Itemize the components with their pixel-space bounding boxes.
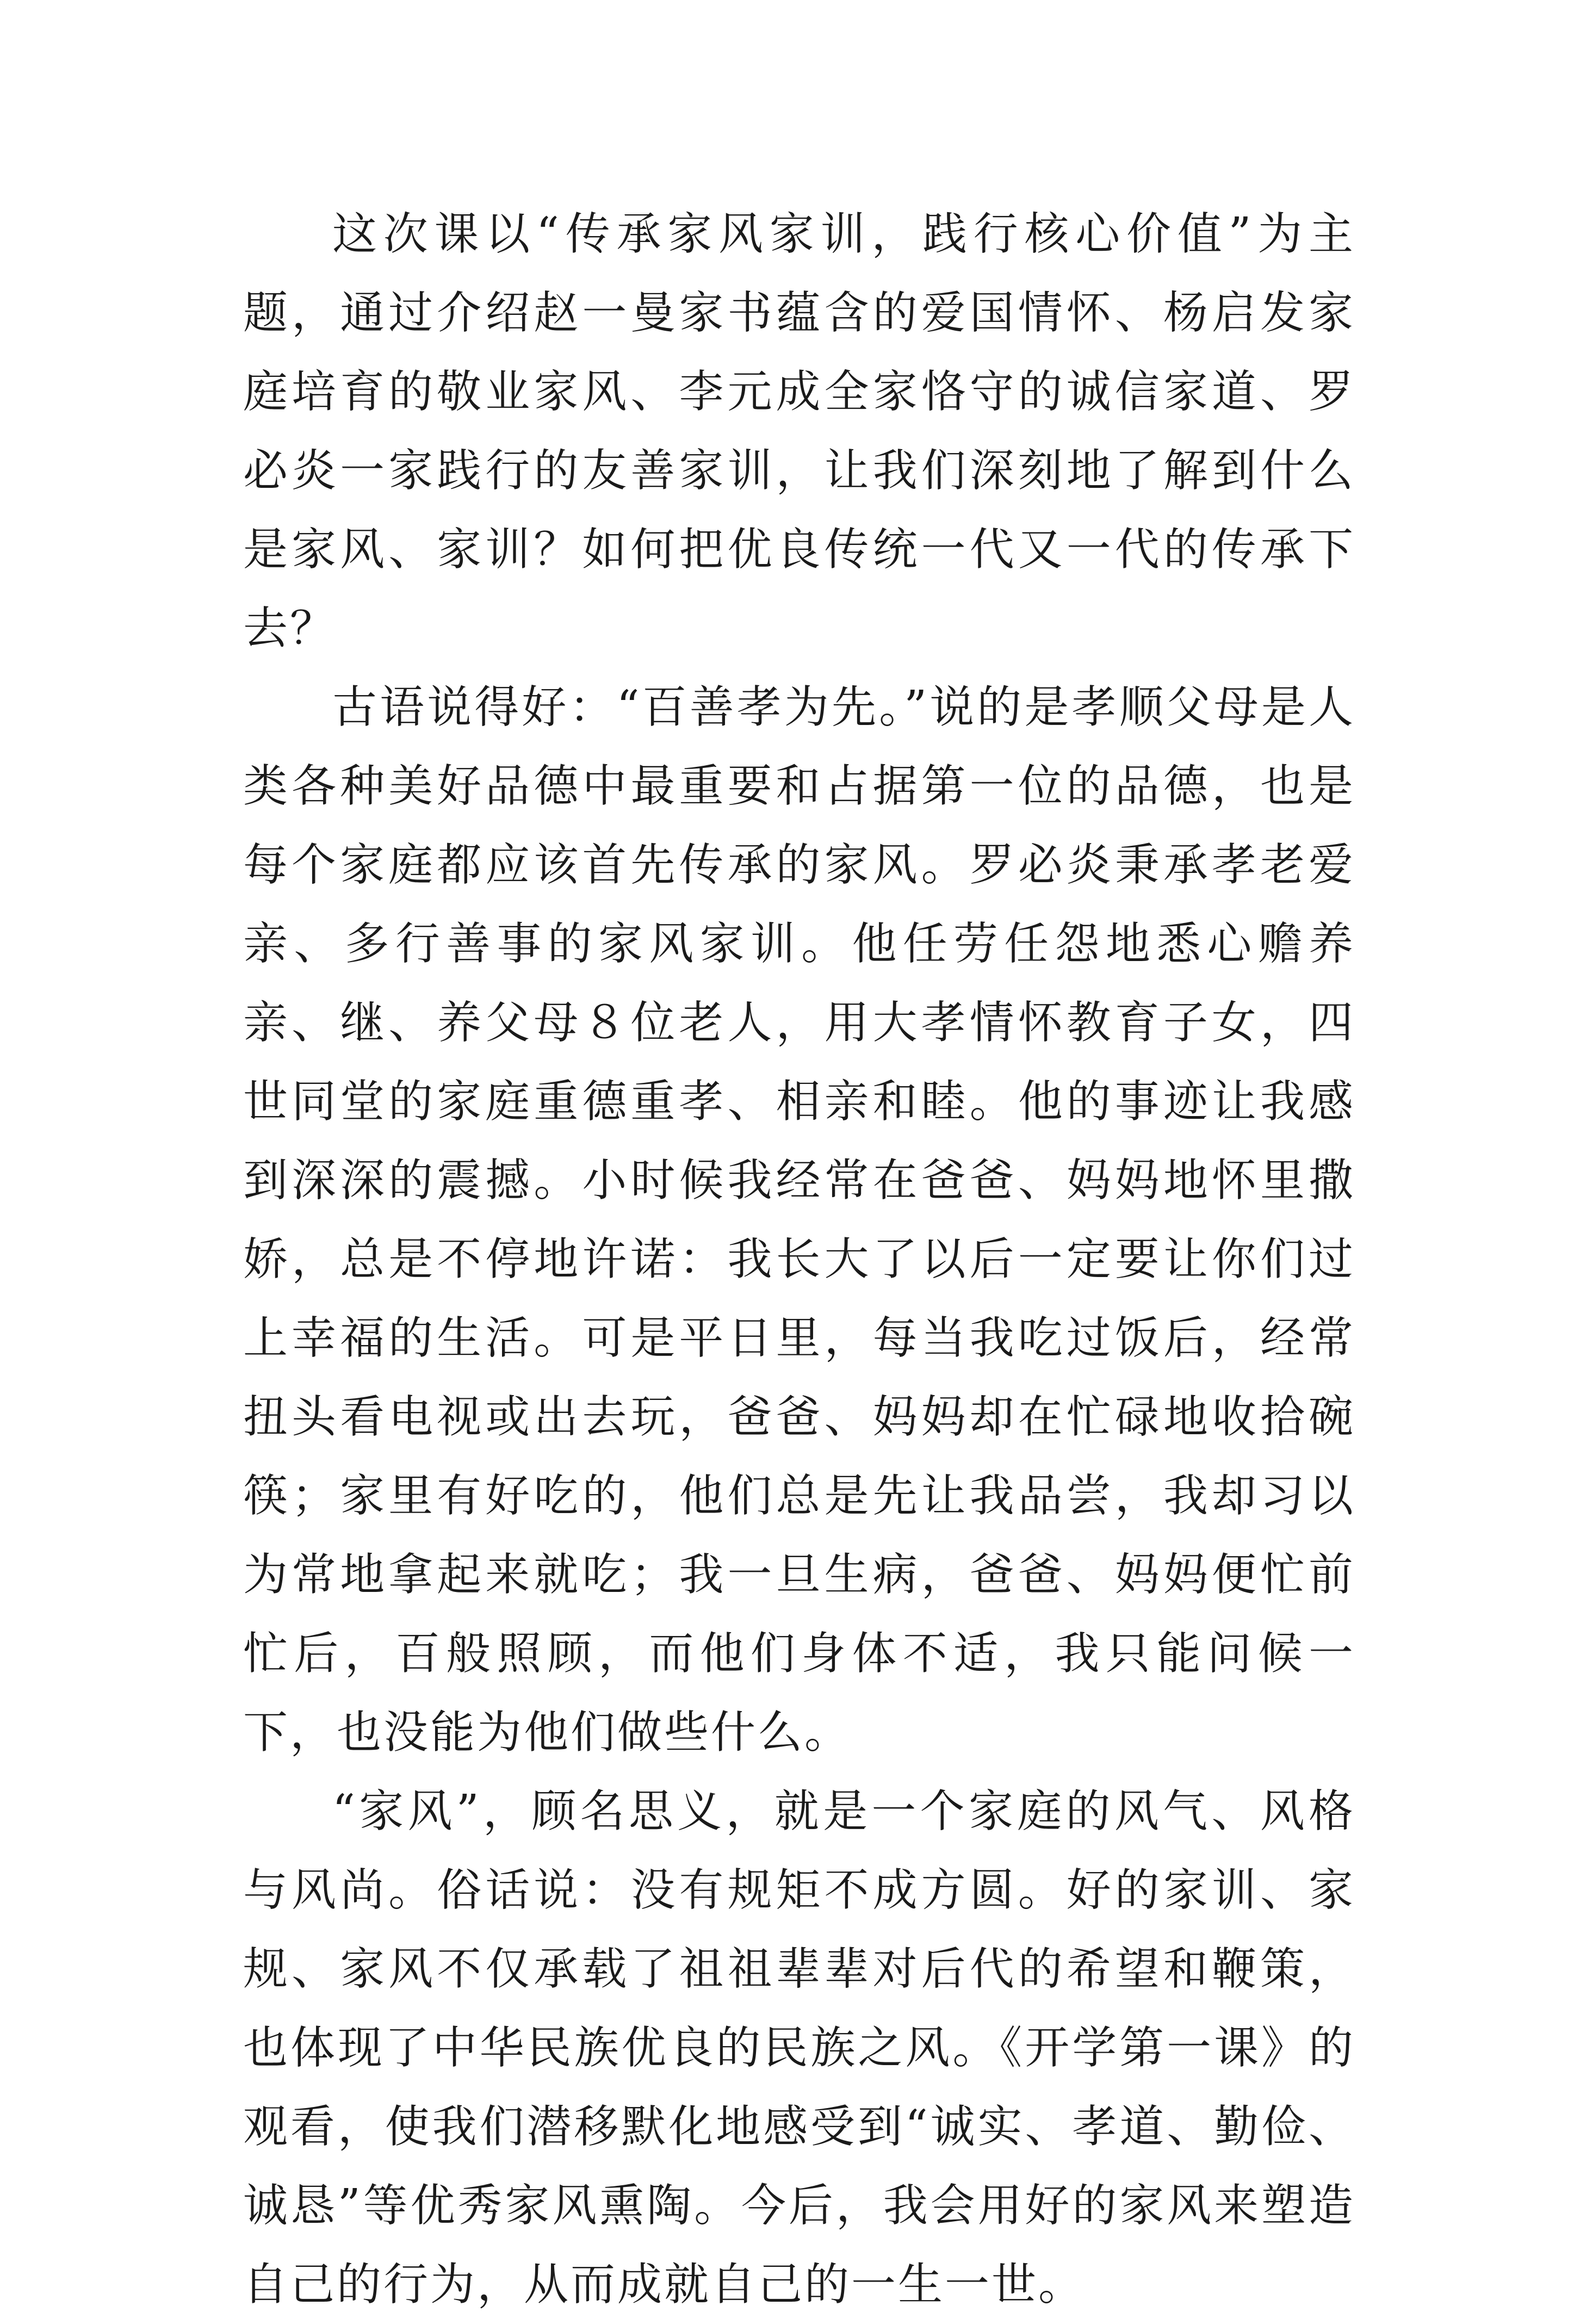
- paragraph-3: “家风”，顾名思义，就是一个家庭的风气、风格与风尚。俗话说：没有规矩不成方圆。好的家训、家规、家风不仅承载了祖祖辈辈对后代的希望和鞭策，也体现了中华民族优良的民族之风。《开学第一课》的观看，使我们潜移默化地感受到“诚实、孝道、勤俭、诚恳”等优秀家风熏陶。今后，我会用好的家风来塑造自己的行为，从而成就自己的一生一世。: [243, 1786, 1355, 2310]
- body-text: [243, 195, 1355, 2324]
- paragraph-2: 古语说得好：“百善孝为先。”说的是孝顺父母是人类各种美好品德中最重要和占据第一位的品德，也是每个家庭都应该首先传承的家风。罗必炎秉承孝老爱亲、多行善事的家风家训。他任劳任怨地悉心赡养亲、继、养父母８位老人，用大孝情怀教育子女，四世同堂的家庭重德重孝、相亲和睦。他的事迹让我感到深深的震撼。小时候我经常在爸爸、妈妈地怀里撒娇，总是不停地许诺：我长大了以后一定要让你们过上幸福的生活。可是平日里，每当我吃过饭后，经常扭头看电视或出去玩，爸爸、妈妈却在忙碌地收拾碗筷；家里有好吃的，他们总是先让我品尝，我却习以为常地拿起来就吃；我一旦生病，爸爸、妈妈便忙前忙后，百般照顾，而他们身体不适，我只能问候一下，也没能为他们做些什么。: [243, 681, 1355, 1758]
- paragraph-1: 这次课以“传承家风家训，践行核心价值”为主题，通过介绍赵一曼家书蕴含的爱国情怀、杨启发家庭培育的敬业家风、李元成全家恪守的诚信家道、罗必炎一家践行的友善家训，让我们深刻地了解到什么是家风、家训？如何把优良传统一代又一代的传承下去？: [243, 208, 1355, 654]
